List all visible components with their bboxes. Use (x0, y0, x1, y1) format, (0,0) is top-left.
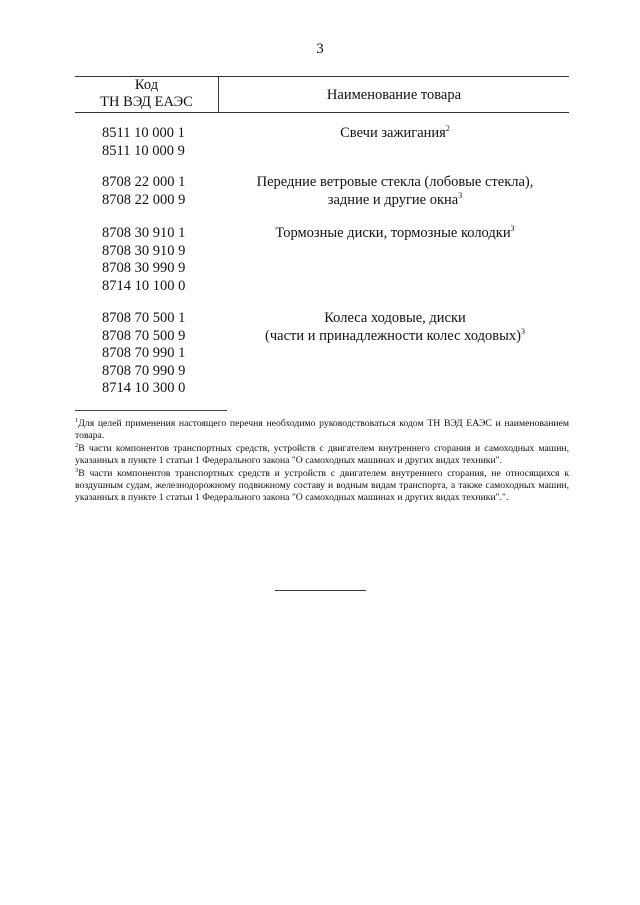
code: 8708 70 990 1 (102, 345, 186, 361)
code: 8708 70 990 9 (102, 362, 186, 379)
footnote (75, 468, 569, 505)
code: 8708 22 000 9 (102, 191, 186, 208)
footnote-separator (75, 410, 227, 411)
code-list (102, 225, 185, 295)
header-name: Наименование товара (326, 87, 462, 103)
goods-name-line: Тормозные диски, тормозные колодки (275, 225, 511, 241)
goods-name-line: задние и другие окна (327, 191, 459, 208)
footnote-text: В части компонентов транспортных средств, устройств с двигателем внутреннего сгорания и самоходных машин, указанных в пункте 1 статьи 1 Федерального закона "О самоходных машинах и других видах техники". (75, 442, 569, 467)
footnote (75, 443, 569, 468)
page-number: 3 (316, 41, 324, 57)
code: 8708 70 500 9 (102, 327, 186, 344)
footnotes (75, 418, 569, 505)
code: 8511 10 000 9 (102, 142, 185, 159)
header-code-line2: ТН ВЭД ЕАЭС (100, 94, 193, 110)
goods-name (230, 225, 560, 243)
code-list (102, 125, 185, 160)
goods-name (230, 125, 560, 143)
code: 8708 70 500 1 (102, 310, 186, 326)
footnote-mark: 1 (75, 416, 79, 424)
footnote-text: Для целей применения настоящего перечня необходимо руководствоваться кодом ТН ВЭД ЕАЭС и наименованием товара. (75, 418, 569, 442)
table-header-rule (75, 112, 569, 113)
footnote-mark: 3 (75, 466, 79, 474)
header-code (75, 77, 218, 111)
code: 8714 10 100 0 (102, 277, 186, 294)
code: 8708 30 910 9 (102, 242, 186, 259)
code: 8708 22 000 1 (102, 174, 186, 190)
code: 8511 10 000 1 (102, 125, 185, 141)
header-code-line1: Код (134, 77, 159, 93)
code: 8708 30 910 1 (102, 225, 186, 241)
code-list (102, 174, 185, 209)
goods-name (230, 174, 560, 209)
goods-name (230, 310, 560, 345)
goods-name-line: Колеса ходовые, диски (324, 310, 466, 326)
footnote-ref: 3 (510, 224, 515, 234)
code: 8708 30 990 9 (102, 260, 186, 276)
footnote-text: В части компонентов транспортных средств и устройств с двигателем внутреннего сгорания, не относящихся к воздушным судам, железнодорожному подвижному составу и водным видам транспорта, а также самоходных машин, указанных в пункте 1 статьи 1 Федерального закона "О самоходных машинах и других видах техники".". (75, 467, 569, 504)
goods-name-line: (части и принадлежности колес ходовых) (265, 327, 521, 344)
footnote-ref: 3 (458, 190, 463, 200)
end-of-document-rule (275, 590, 366, 591)
code-list (102, 310, 185, 398)
goods-name-line: Передние ветровые стекла (лобовые стекла), (256, 174, 534, 190)
goods-name-line: Свечи зажигания (340, 125, 446, 141)
footnote-mark: 2 (75, 441, 79, 449)
footnote (75, 418, 569, 443)
footnote-ref: 2 (445, 124, 450, 134)
code: 8714 10 300 0 (102, 380, 186, 396)
footnote-ref: 3 (520, 326, 525, 336)
